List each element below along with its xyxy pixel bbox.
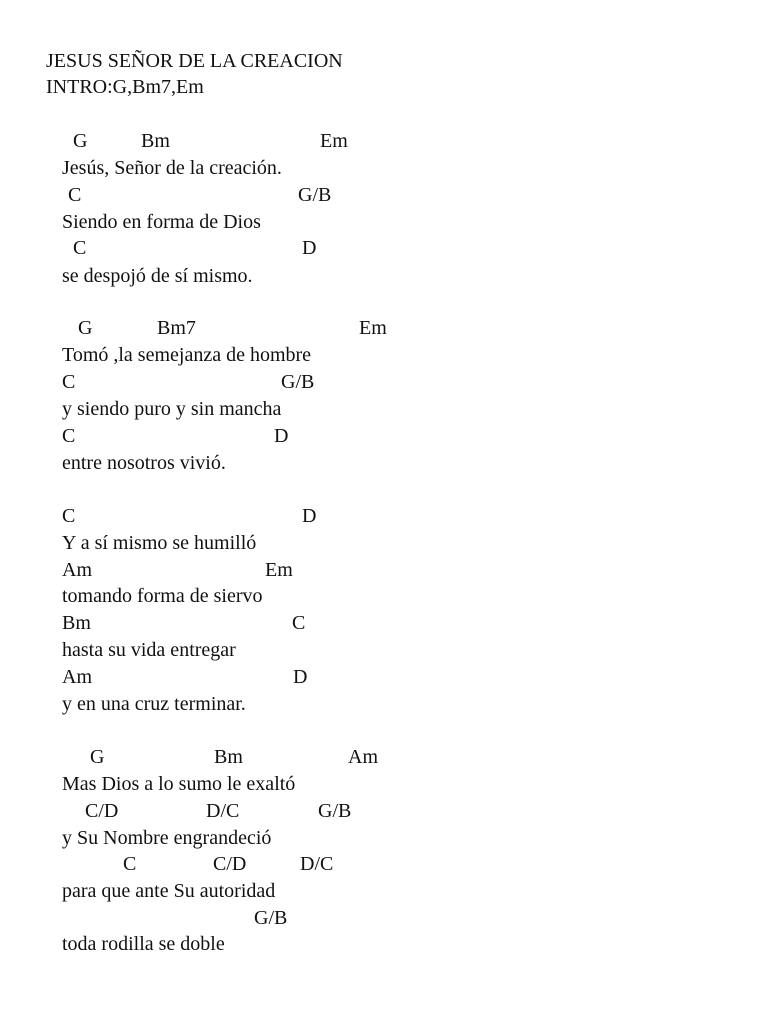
chord: D <box>302 237 317 259</box>
chord: Em <box>359 317 387 339</box>
lyric-line: Tomó ,la semejanza de hombre <box>62 344 312 366</box>
chord: G <box>73 130 88 152</box>
lyric-line: entre nosotros vivió. <box>62 452 226 474</box>
chord: G/B <box>298 184 332 206</box>
song-title: JESUS SEÑOR DE LA CREACION <box>46 50 343 72</box>
chord: D/C <box>206 800 240 822</box>
intro-line: INTRO:G,Bm7,Em <box>46 76 204 98</box>
chord: Am <box>348 746 378 768</box>
chord: C <box>62 505 76 527</box>
lyric-line: Mas Dios a lo sumo le exaltó <box>62 773 296 795</box>
chord: Bm7 <box>157 317 196 339</box>
lyric-line: tomando forma de siervo <box>62 585 263 607</box>
chord: G/B <box>281 371 315 393</box>
chord: G/B <box>254 907 288 929</box>
chord: Bm <box>62 612 91 634</box>
lyric-line: Siendo en forma de Dios <box>62 211 261 233</box>
chord: C/D <box>85 800 119 822</box>
lyric-line: y en una cruz terminar. <box>62 693 246 715</box>
chord: C <box>62 371 76 393</box>
chord: C/D <box>213 853 247 875</box>
chord: C <box>123 853 137 875</box>
chord: C <box>292 612 306 634</box>
chord: Bm <box>214 746 243 768</box>
chord: D <box>274 425 289 447</box>
chord: G <box>90 746 105 768</box>
lyric-line: toda rodilla se doble <box>62 933 225 955</box>
lyric-line: hasta su vida entregar <box>62 639 236 661</box>
chord: G/B <box>318 800 352 822</box>
chord: C <box>73 237 87 259</box>
lyric-line: Jesús, Señor de la creación. <box>62 157 282 179</box>
chord: Bm <box>141 130 170 152</box>
chord: Am <box>62 559 92 581</box>
chord: D/C <box>300 853 334 875</box>
chord: D <box>302 505 317 527</box>
chord: Em <box>320 130 348 152</box>
chord: D <box>293 666 308 688</box>
lyric-line: para que ante Su autoridad <box>62 880 276 902</box>
chord: Am <box>62 666 92 688</box>
chord: C <box>62 425 76 447</box>
lyric-line: se despojó de sí mismo. <box>62 265 253 287</box>
lyric-line: Y a sí mismo se humilló <box>62 532 257 554</box>
chord: Em <box>265 559 293 581</box>
chord: C <box>68 184 82 206</box>
lyric-line: y siendo puro y sin mancha <box>62 398 282 420</box>
lyric-line: y Su Nombre engrandeció <box>62 827 272 849</box>
chord: G <box>78 317 93 339</box>
